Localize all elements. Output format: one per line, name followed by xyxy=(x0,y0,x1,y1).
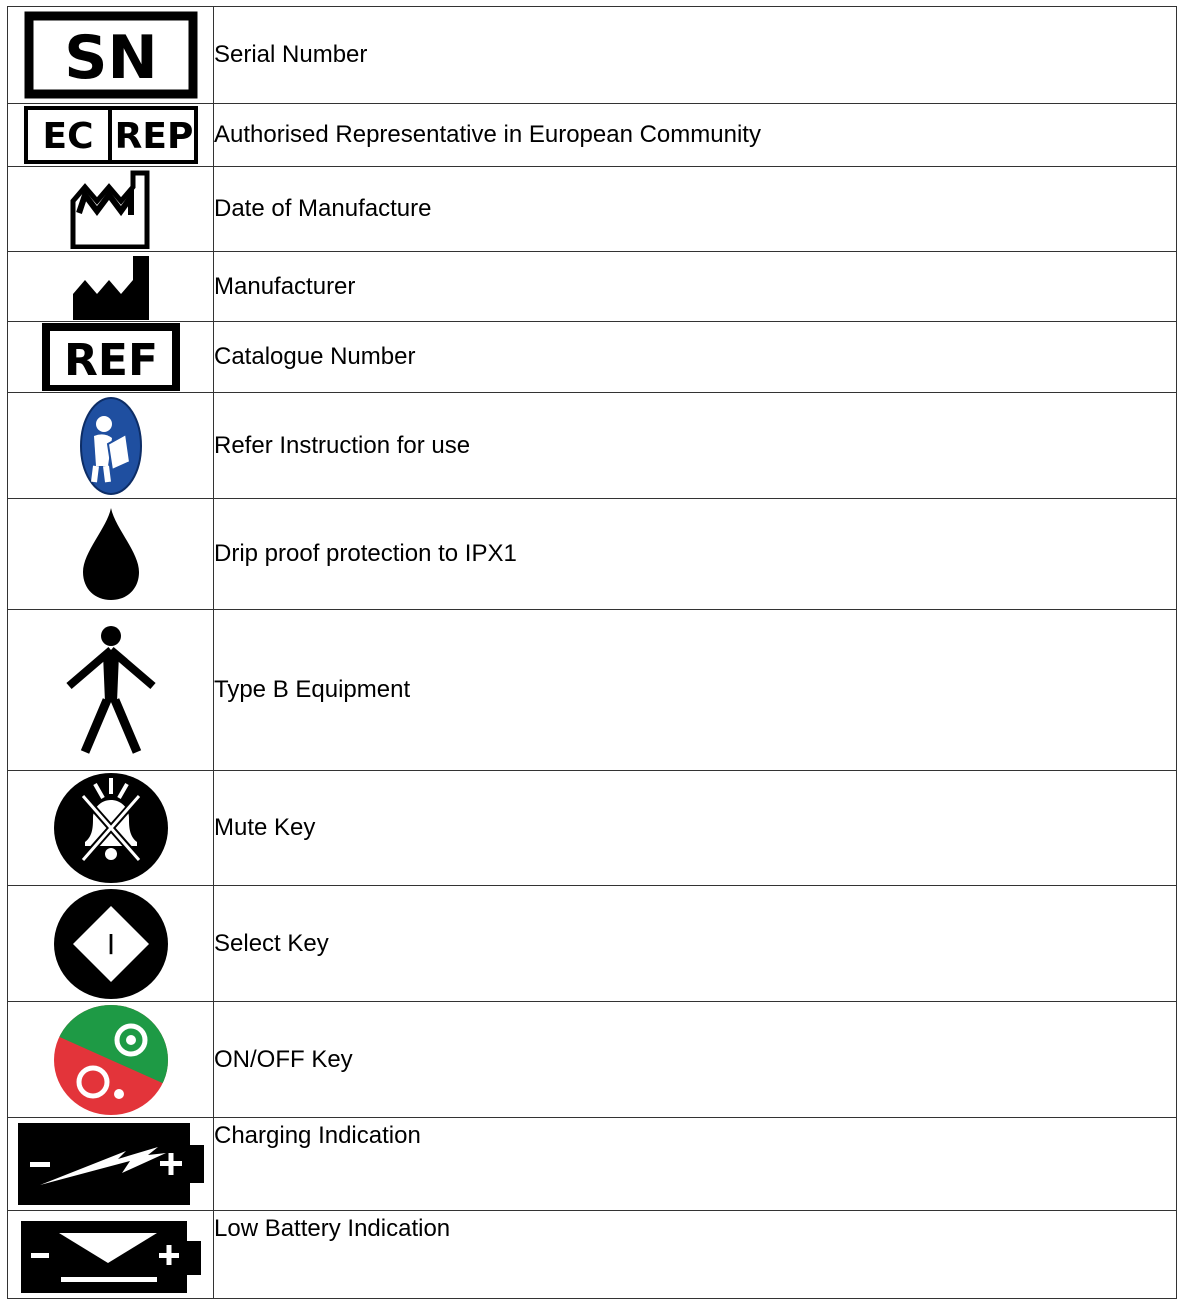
row-label: Authorised Representative in European Community xyxy=(214,104,1177,167)
mute-bell-icon xyxy=(53,772,169,884)
charging-battery-icon xyxy=(18,1123,204,1205)
row-label: Mute Key xyxy=(214,771,1177,886)
type-b-person-icon xyxy=(65,626,157,754)
serial-number-icon xyxy=(24,11,198,99)
table-row xyxy=(8,1002,1177,1118)
table-row xyxy=(8,167,1177,252)
symbol-cell xyxy=(8,1118,214,1211)
table-row xyxy=(8,771,1177,886)
symbol-cell xyxy=(8,499,214,610)
symbol-cell xyxy=(8,1002,214,1118)
row-label: Serial Number xyxy=(214,7,1177,104)
symbol-cell xyxy=(8,167,214,252)
row-label: Low Battery Indication xyxy=(214,1211,1177,1299)
row-label: ON/OFF Key xyxy=(214,1002,1177,1118)
select-key-icon xyxy=(53,888,169,1000)
symbol-cell xyxy=(8,393,214,499)
instruction-manual-icon xyxy=(78,396,144,496)
symbol-cell xyxy=(8,252,214,322)
symbol-cell xyxy=(8,1211,214,1299)
table-row xyxy=(8,499,1177,610)
svg-text:I: I xyxy=(106,927,115,961)
row-label: Select Key xyxy=(214,886,1177,1002)
symbol-cell xyxy=(8,771,214,886)
symbol-cell xyxy=(8,322,214,393)
table-row xyxy=(8,393,1177,499)
table-row xyxy=(8,610,1177,771)
row-label: Date of Manufacture xyxy=(214,167,1177,252)
table-row xyxy=(8,7,1177,104)
svg-text:REF: REF xyxy=(63,335,158,386)
table-row xyxy=(8,1118,1177,1211)
table-row xyxy=(8,322,1177,393)
svg-text:EC: EC xyxy=(41,116,94,157)
low-battery-icon xyxy=(21,1217,201,1293)
table-row xyxy=(8,104,1177,167)
table-row xyxy=(8,252,1177,322)
on-off-key-icon xyxy=(53,1004,169,1116)
svg-text:SN: SN xyxy=(63,23,158,93)
symbol-cell xyxy=(8,104,214,167)
table-row xyxy=(8,886,1177,1002)
row-label: Charging Indication xyxy=(214,1118,1177,1211)
row-label: Drip proof protection to IPX1 xyxy=(214,499,1177,610)
table-row xyxy=(8,1211,1177,1299)
factory-outline-icon xyxy=(69,169,153,249)
catalogue-ref-icon xyxy=(42,323,180,391)
row-label: Type B Equipment xyxy=(214,610,1177,771)
factory-filled-icon xyxy=(71,254,151,320)
symbol-cell xyxy=(8,886,214,1002)
water-drop-icon xyxy=(81,506,141,602)
symbols-table xyxy=(7,6,1177,1299)
symbol-cell xyxy=(8,7,214,104)
row-label: Catalogue Number xyxy=(214,322,1177,393)
row-label: Refer Instruction for use xyxy=(214,393,1177,499)
symbol-cell xyxy=(8,610,214,771)
ec-rep-icon xyxy=(24,106,198,164)
svg-text:REP: REP xyxy=(114,116,193,157)
row-label: Manufacturer xyxy=(214,252,1177,322)
